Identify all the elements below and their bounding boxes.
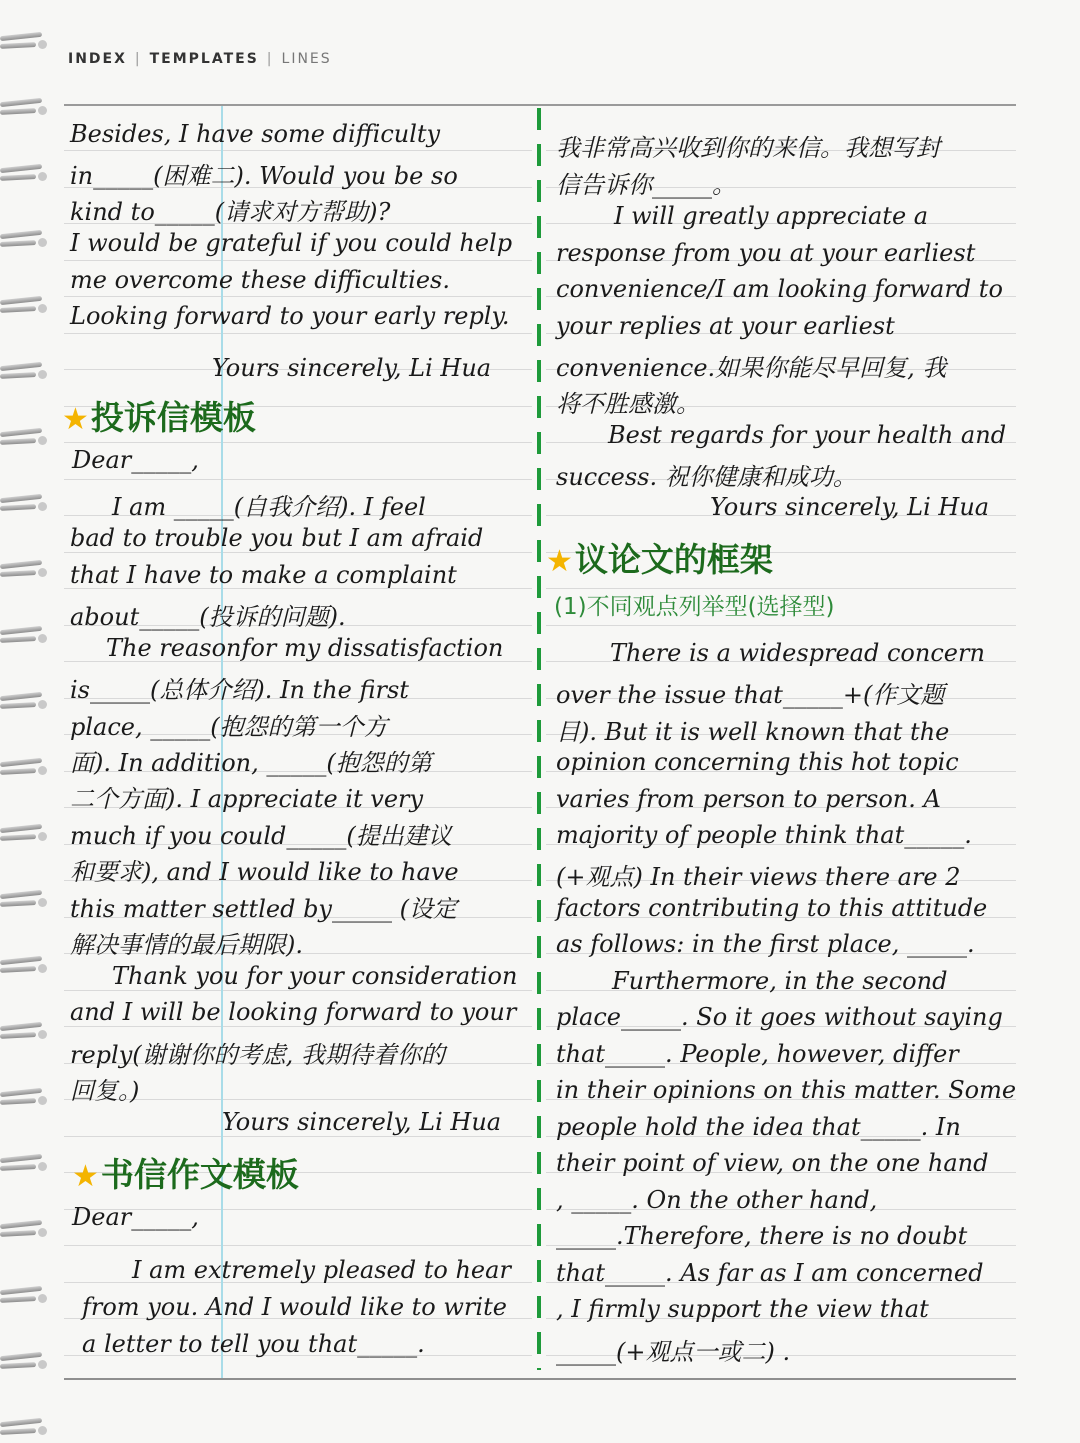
text-line: 信告诉你_____。 xyxy=(556,171,736,199)
complaint-heading: ★投诉信模板 xyxy=(62,398,256,437)
text-line: place_____. So it goes without saying xyxy=(556,1003,1003,1031)
ruled-line xyxy=(64,1026,532,1027)
spiral-coil xyxy=(0,1418,46,1440)
signature: Yours sincerely, Li Hua xyxy=(222,1108,502,1136)
spiral-coil xyxy=(0,494,46,516)
text-line: 将不胜感激。 xyxy=(556,390,700,418)
ruled-line xyxy=(64,260,532,261)
spiral-coil xyxy=(0,956,46,978)
spiral-coil xyxy=(0,1154,46,1176)
spiral-coil xyxy=(0,428,46,450)
breadcrumb-templates[interactable]: TEMPLATES xyxy=(149,51,259,67)
text-line: 和要求), and I would like to have xyxy=(70,858,459,886)
text-line: their point of view, on the one hand xyxy=(556,1149,989,1177)
spiral-coil xyxy=(0,692,46,714)
spiral-coil xyxy=(0,1352,46,1374)
text-line: a letter to tell you that_____. xyxy=(82,1330,425,1358)
text-line: that I have to make a complaint xyxy=(70,561,457,589)
spiral-coil xyxy=(0,560,46,582)
text-line: _____(+观点一或二) . xyxy=(556,1338,791,1366)
text-line: There is a widespread concern xyxy=(610,639,985,667)
text-line: this matter settled by_____ (设定 xyxy=(70,895,457,923)
text-line: response from you at your earliest xyxy=(556,239,976,267)
argument-subheading: (1)不同观点列举型(选择型) xyxy=(554,594,835,620)
spiral-coil xyxy=(0,98,46,120)
text-line: in_____(困难二). Would you be so xyxy=(70,162,458,190)
spiral-coil xyxy=(0,1220,46,1242)
text-line: bad to trouble you but I am afraid xyxy=(70,524,484,552)
text-line: me overcome these difficulties. xyxy=(70,266,450,294)
text-line: opinion concerning this hot topic xyxy=(556,748,959,776)
spiral-coil xyxy=(0,890,46,912)
spiral-coil xyxy=(0,296,46,318)
ruled-line xyxy=(64,442,532,443)
text-line: from you. And I would like to write xyxy=(82,1293,507,1321)
ruled-line xyxy=(64,333,532,334)
spiral-coil xyxy=(0,1088,46,1110)
spiral-coil xyxy=(0,32,46,54)
text-line: is_____(总体介绍). In the first xyxy=(70,676,409,704)
text-line: as follows: in the first place, _____. xyxy=(556,930,975,958)
spiral-coil xyxy=(0,164,46,186)
breadcrumb: INDEX | TEMPLATES | LINES xyxy=(68,51,332,67)
text-line: The reasonfor my dissatisfaction xyxy=(106,634,504,662)
letter-heading: ★书信作文模板 xyxy=(72,1155,299,1194)
spiral-coil xyxy=(0,1022,46,1044)
text-line: convenience.如果你能尽早回复, 我 xyxy=(556,354,947,382)
text-line: 二个方面). I appreciate it very xyxy=(70,785,424,813)
text-line: kind to_____(请求对方帮助)? xyxy=(70,198,391,226)
column-divider xyxy=(537,108,541,1370)
spiral-coil xyxy=(0,758,46,780)
text-line: Best regards for your health and xyxy=(608,421,1007,449)
text-line: 回复。) xyxy=(70,1077,140,1105)
breadcrumb-index[interactable]: INDEX xyxy=(68,51,127,67)
text-line: I am _____(自我介绍). I feel xyxy=(112,493,426,521)
text-line: Besides, I have some difficulty xyxy=(70,120,441,148)
text-line: majority of people think that_____. xyxy=(556,821,972,849)
text-line: convenience/I am looking forward to xyxy=(556,275,1003,303)
ruled-line xyxy=(64,479,532,480)
star-icon: ★ xyxy=(62,402,89,437)
text-line: _____.Therefore, there is no doubt xyxy=(556,1222,968,1250)
spiral-binding xyxy=(0,0,48,1443)
text-line: people hold the idea that_____. In xyxy=(556,1113,961,1141)
text-line: (+观点) In their views there are 2 xyxy=(556,863,961,891)
text-line: over the issue that_____+(作文题 xyxy=(556,681,945,709)
spiral-coil xyxy=(0,824,46,846)
text-line: factors contributing to this attitude xyxy=(556,894,988,922)
text-line: your replies at your earliest xyxy=(556,312,895,340)
text-line: success. 祝你健康和成功。 xyxy=(556,463,857,491)
text-line: much if you could_____(提出建议 xyxy=(70,822,452,850)
text-line: Dear_____, xyxy=(72,446,199,474)
text-line: 解决事情的最后期限). xyxy=(70,931,303,959)
ruled-line xyxy=(64,1245,532,1246)
text-line: Dear_____, xyxy=(72,1203,199,1231)
ruled-line xyxy=(64,990,532,991)
text-line: Looking forward to your early reply. xyxy=(70,302,510,330)
ruled-line xyxy=(64,552,532,553)
text-line: , _____. On the other hand, xyxy=(556,1186,878,1214)
text-line: about_____(投诉的问题). xyxy=(70,603,346,631)
text-line: that_____. As far as I am concerned xyxy=(556,1259,984,1287)
bottom-rule xyxy=(64,1378,1016,1380)
text-line: in their opinions on this matter. Some xyxy=(556,1076,1017,1104)
signature: Yours sincerely, Li Hua xyxy=(212,354,492,382)
signature: Yours sincerely, Li Hua xyxy=(710,493,990,521)
breadcrumb-lines[interactable]: LINES xyxy=(281,51,332,67)
text-line: 目). But it is well known that the xyxy=(556,718,950,746)
argument-heading: ★议论文的框架 xyxy=(546,540,773,579)
text-line: I will greatly appreciate a xyxy=(614,202,929,230)
ruled-line xyxy=(64,296,532,297)
ruled-line xyxy=(546,625,1016,626)
text-line: 我非常高兴收到你的来信。我想写封 xyxy=(556,134,940,162)
star-icon: ★ xyxy=(546,544,573,579)
star-icon: ★ xyxy=(72,1159,99,1194)
ruled-line xyxy=(64,150,532,151)
text-line: varies from person to person. A xyxy=(556,785,941,813)
text-line: and I will be looking forward to your xyxy=(70,998,517,1026)
text-line: Thank you for your consideration xyxy=(112,962,518,990)
spiral-coil xyxy=(0,1286,46,1308)
text-line: I am extremely pleased to hear xyxy=(132,1256,511,1284)
top-rule xyxy=(64,104,1016,106)
text-line: that_____. People, however, differ xyxy=(556,1040,959,1068)
text-line: I would be grateful if you could help xyxy=(70,229,513,257)
text-line: Furthermore, in the second xyxy=(612,967,948,995)
spiral-coil xyxy=(0,362,46,384)
text-line: place, _____(抱怨的第一个方 xyxy=(70,713,388,741)
spiral-coil xyxy=(0,230,46,252)
text-line: 面). In addition, _____(抱怨的第 xyxy=(70,749,432,777)
text-line: reply(谢谢你的考虑, 我期待着你的 xyxy=(70,1041,445,1069)
spiral-coil xyxy=(0,626,46,648)
text-line: , I firmly support the view that xyxy=(556,1295,929,1323)
ruled-line xyxy=(64,1136,532,1137)
